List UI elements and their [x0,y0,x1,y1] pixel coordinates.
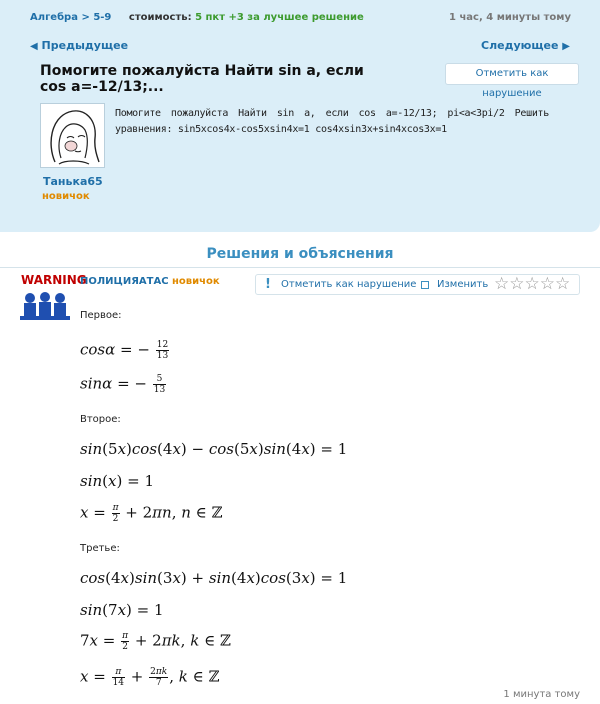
cost-value: 5 пкт +3 за лучшее решение [195,12,364,23]
answer-time: 1 минута тому [503,689,580,700]
question-text: Помогите пожалуйста Найти sin a, если cos a=-12/13; pi<a<3pi/2 Решить уравнения: sin5xcos4x-cos5xsin4x=1 cos4xsin3x+sin4xcos3x=1 [115,108,549,135]
math-cos-alpha: cosα = − $\frac{12}{13}$ [80,340,169,361]
next-question-link[interactable] [481,39,570,52]
question-author-name[interactable]: Танька65 [43,175,103,188]
arrow-left-icon: ◀ [30,41,38,52]
answer-toolbar [255,274,580,295]
prev-question-link[interactable] [30,39,128,52]
warning-sign-icon [20,272,87,322]
answer-author-name[interactable]: ПОЛИЦИЯАТАС [80,276,169,287]
math-eq3-line4: x = $\frac{\pi}{14}$ + $\frac{2\pi k}{7}$ , k ∈ ℤ [80,667,220,688]
section-label-second: Второе: [80,414,121,425]
question-time: 1 час, 4 минуты тому [449,12,571,23]
exclamation-icon: ! [265,277,271,292]
question-author-rank: новичок [42,191,90,202]
math-eq2-line1: sin(5x)cos(4x) − cos(5x)sin(4x) = 1 [80,440,348,458]
math-eq3-line2: sin(7x) = 1 [80,601,164,619]
avatar-warning-text: WARNING [21,273,87,287]
edit-answer-button[interactable]: Изменить [437,279,489,290]
answer-author-rank: новичок [172,276,220,287]
question-author-avatar[interactable] [40,103,105,168]
answer-author [80,276,220,287]
report-question-button[interactable]: Отметить как нарушение [445,63,579,85]
math-eq2-line2: sin(x) = 1 [80,472,154,490]
math-eq3-line1: cos(4x)sin(3x) + sin(4x)cos(3x) = 1 [80,569,348,587]
girl-sketch-icon [41,104,104,167]
question-title: Помогите пожалуйста Найти sin a, если cos a=-12/13;... [40,63,364,95]
answers-divider [0,267,600,268]
arrow-right-icon: ▶ [562,41,570,52]
prev-label: Предыдущее [41,39,129,52]
question-panel [0,0,600,232]
section-label-first: Первое: [80,310,122,321]
math-sin-alpha: sinα = − $\frac{5}{13}$ [80,374,166,395]
report-answer-button[interactable]: Отметить как нарушение [281,279,417,290]
next-label: Следующее [481,39,559,52]
answer-author-avatar[interactable] [20,272,87,322]
section-label-third: Третье: [80,543,120,554]
answers-heading: Решения и объяснения [206,246,394,262]
subject-link[interactable]: Алгебра [30,12,78,23]
breadcrumb-separator: > [81,12,90,23]
rating-stars[interactable]: ☆☆☆☆☆ [494,274,571,294]
math-eq3-line3: 7x = $\frac{\pi}{2}$ + 2πk, k ∈ ℤ [80,631,231,652]
grade-link[interactable]: 5-9 [93,12,112,23]
edit-checkbox-icon[interactable] [421,281,429,289]
cost-label: стоимость: [128,12,192,23]
question-meta [30,12,364,23]
math-eq2-line3: x = $\frac{\pi}{2}$ + 2πn, n ∈ ℤ [80,503,223,524]
